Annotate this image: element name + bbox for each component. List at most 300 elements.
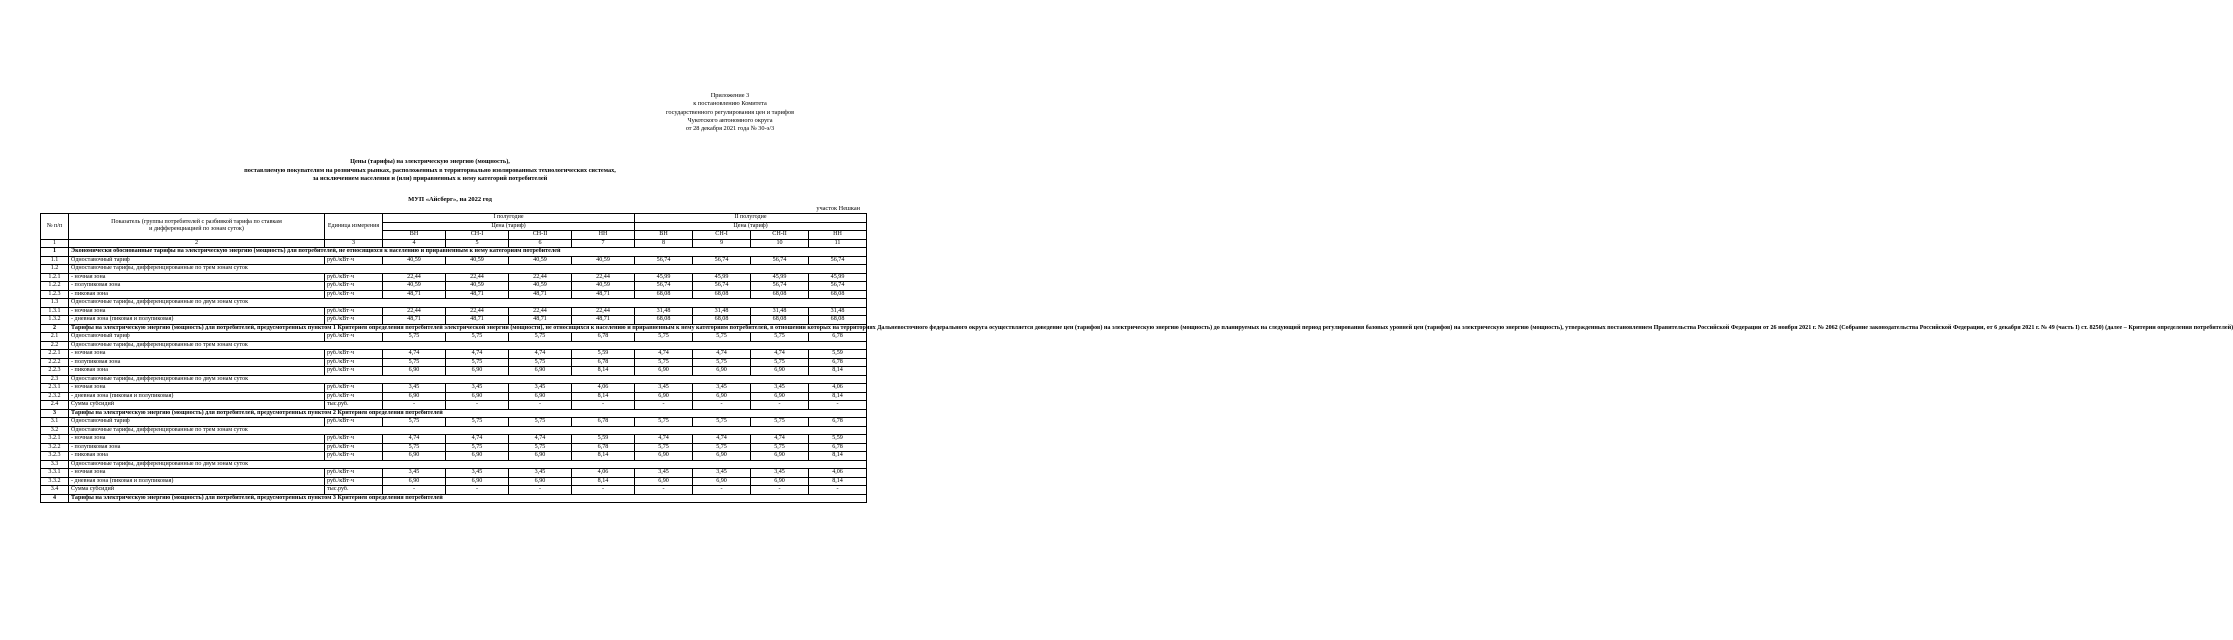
table-row	[41, 384, 867, 393]
tariff-value: 4,74	[751, 435, 809, 444]
tariff-value: 6,78	[572, 418, 635, 427]
tariff-value: 68,08	[693, 316, 751, 325]
tariff-value: 40,59	[383, 282, 446, 291]
subsection-title: Одноставочные тарифы, дифференцированные по трем зонам суток	[69, 341, 867, 350]
organization-name: МУП «Айсберг», на 2022 год	[408, 196, 492, 203]
tariff-value: 3,45	[383, 384, 446, 393]
title-line: за исключением населения и (или) приравненных к нему категорий потребителей	[312, 175, 548, 183]
tariff-value: 8,14	[809, 452, 867, 461]
tariff-value: -	[446, 401, 509, 410]
column-number: 6	[509, 239, 572, 248]
row-number: 1.2	[41, 265, 69, 274]
tariff-value: 3,45	[446, 384, 509, 393]
row-unit: руб./кВт·ч	[325, 477, 383, 486]
row-label: - ночная зона	[69, 435, 325, 444]
tariff-value: 22,44	[509, 273, 572, 282]
tariff-value: -	[509, 486, 572, 495]
tariff-value: 56,74	[635, 282, 693, 291]
row-label: - ночная зона	[69, 307, 325, 316]
table-row	[41, 452, 867, 461]
row-number: 2.2.1	[41, 350, 69, 359]
tariff-value: 40,59	[446, 282, 509, 291]
tariff-value: 48,71	[383, 290, 446, 299]
tariff-value: 5,75	[383, 333, 446, 342]
tariff-value: 6,78	[809, 333, 867, 342]
table-row	[41, 273, 867, 282]
tariff-value: 6,90	[635, 477, 693, 486]
table-row	[41, 341, 867, 350]
row-unit: руб./кВт·ч	[325, 273, 383, 282]
table-row	[41, 248, 867, 257]
tariff-value: 68,08	[635, 290, 693, 299]
tariff-value: 6,90	[509, 367, 572, 376]
row-number: 1.2.2	[41, 282, 69, 291]
tariff-value: 6,90	[693, 392, 751, 401]
row-number: 3	[41, 409, 69, 418]
table-row	[41, 350, 867, 359]
subsection-title: Одноставочные тарифы, дифференцированные по двум зонам суток	[69, 460, 867, 469]
tariff-value: 31,48	[635, 307, 693, 316]
tariff-value: 5,75	[383, 443, 446, 452]
tariff-value: 56,74	[751, 256, 809, 265]
tariff-value: 6,90	[751, 477, 809, 486]
tariff-value: 5,59	[809, 435, 867, 444]
header-level: ВН	[635, 231, 693, 240]
row-label: - полупиковая зона	[69, 443, 325, 452]
tariff-value: 56,74	[809, 282, 867, 291]
tariff-value: 22,44	[446, 273, 509, 282]
header-level: СН-I	[446, 231, 509, 240]
tariff-value: -	[383, 401, 446, 410]
column-number: 9	[693, 239, 751, 248]
table-row	[41, 486, 867, 495]
tariff-value: 4,06	[572, 384, 635, 393]
row-number: 3.3.1	[41, 469, 69, 478]
tariff-value: 68,08	[693, 290, 751, 299]
tariff-value: 56,74	[751, 282, 809, 291]
row-unit: руб./кВт·ч	[325, 307, 383, 316]
title-line: Цены (тарифы) на электрическую энергию (мощность),	[350, 158, 510, 165]
tariff-value: 45,99	[809, 273, 867, 282]
row-label: - полупиковая зона	[69, 282, 325, 291]
tariff-value: 4,06	[809, 384, 867, 393]
table-row	[41, 290, 867, 299]
row-number: 1	[41, 248, 69, 257]
tariff-value: -	[693, 486, 751, 495]
tariff-value: 68,08	[809, 316, 867, 325]
row-unit: руб./кВт·ч	[325, 350, 383, 359]
row-label: - пиковая зона	[69, 367, 325, 376]
tariff-value: 4,74	[383, 435, 446, 444]
title-line: поставляемую покупателям на розничных рынках, расположенных в территориально изолированных технологических системах,	[244, 166, 616, 174]
tariff-value: 4,74	[509, 435, 572, 444]
tariff-value: 5,75	[751, 418, 809, 427]
row-unit: руб./кВт·ч	[325, 316, 383, 325]
tariff-value: 6,90	[383, 477, 446, 486]
table-row	[41, 418, 867, 427]
row-number: 1.3.2	[41, 316, 69, 325]
column-number: 4	[383, 239, 446, 248]
tariff-value: 40,59	[509, 282, 572, 291]
tariff-value: 4,74	[446, 350, 509, 359]
table-row	[41, 426, 867, 435]
row-label: - полупиковая зона	[69, 358, 325, 367]
row-label: - дневная зона (пиковая и полупиковая)	[69, 392, 325, 401]
row-unit: руб./кВт·ч	[325, 392, 383, 401]
table-row	[41, 401, 867, 410]
document-title	[150, 158, 710, 184]
tariff-value: 5,75	[635, 418, 693, 427]
table-row	[41, 333, 867, 342]
tariff-value: 6,90	[635, 392, 693, 401]
row-number: 1.3.1	[41, 307, 69, 316]
appendix-line: Чукотского автономного округа	[687, 116, 773, 124]
appendix-line: к постановлению Комитета	[693, 100, 767, 108]
tariff-value: 3,45	[693, 469, 751, 478]
column-number: 1	[41, 239, 69, 248]
tariff-value: 6,90	[446, 367, 509, 376]
tariff-value: -	[635, 401, 693, 410]
tariff-value: 6,90	[635, 367, 693, 376]
tariff-value: 6,90	[635, 452, 693, 461]
tariff-value: 5,59	[809, 350, 867, 359]
tariff-value: -	[693, 401, 751, 410]
table-row	[41, 494, 867, 503]
row-unit: тыс.руб.	[325, 401, 383, 410]
header-price-1: Цена (тариф)	[383, 222, 635, 231]
tariff-value: 8,14	[809, 477, 867, 486]
row-number: 2.1	[41, 333, 69, 342]
tariff-value: 6,78	[809, 443, 867, 452]
tariff-value: 3,45	[751, 384, 809, 393]
row-number: 1.2.1	[41, 273, 69, 282]
tariff-value: 45,99	[751, 273, 809, 282]
tariff-value: 68,08	[635, 316, 693, 325]
header-num: № п/п	[41, 214, 69, 240]
tariff-value: 6,90	[446, 452, 509, 461]
header-indicator: Показатель (группы потребителей с разбивкой тарифа по ставкам и дифференциацией по зонам суток)	[69, 214, 325, 240]
header-level: СН-II	[751, 231, 809, 240]
tariff-value: 3,45	[693, 384, 751, 393]
tariff-value: 4,06	[809, 469, 867, 478]
table-row	[41, 324, 867, 333]
tariff-value: 5,75	[509, 358, 572, 367]
tariff-value: 6,78	[809, 418, 867, 427]
row-label: Одноставочный тариф	[69, 418, 325, 427]
row-number: 3.3.2	[41, 477, 69, 486]
tariff-value: 6,90	[509, 452, 572, 461]
tariff-value: 8,14	[809, 392, 867, 401]
tariff-value: 56,74	[693, 256, 751, 265]
tariff-value: 5,75	[693, 358, 751, 367]
row-label: - дневная зона (пиковая и полупиковая)	[69, 316, 325, 325]
row-number: 3.3	[41, 460, 69, 469]
header-half-1: I полугодие	[383, 214, 635, 223]
tariff-value: 40,59	[572, 282, 635, 291]
row-unit: руб./кВт·ч	[325, 256, 383, 265]
row-number: 2.3.2	[41, 392, 69, 401]
row-number: 3.2.1	[41, 435, 69, 444]
row-unit: тыс.руб.	[325, 486, 383, 495]
row-number: 4	[41, 494, 69, 503]
appendix-block	[600, 92, 860, 133]
column-number: 2	[69, 239, 325, 248]
tariff-value: 8,14	[809, 367, 867, 376]
tariff-value: 6,90	[751, 392, 809, 401]
row-label: - пиковая зона	[69, 452, 325, 461]
row-label: - пиковая зона	[69, 290, 325, 299]
row-number: 1.1	[41, 256, 69, 265]
tariff-value: 8,14	[572, 477, 635, 486]
tariff-value: 31,48	[693, 307, 751, 316]
tariff-value: 40,59	[446, 256, 509, 265]
row-label: Сумма субсидий	[69, 401, 325, 410]
column-number: 7	[572, 239, 635, 248]
row-unit: руб./кВт·ч	[325, 452, 383, 461]
tariff-value: 6,90	[446, 477, 509, 486]
subsection-title: Одноставочные тарифы, дифференцированные по двум зонам суток	[69, 299, 867, 308]
row-unit: руб./кВт·ч	[325, 290, 383, 299]
tariff-value: 5,75	[509, 333, 572, 342]
tariff-value: 56,74	[693, 282, 751, 291]
table-row	[41, 443, 867, 452]
header-price-2: Цена (тариф)	[635, 222, 867, 231]
tariff-value: 3,45	[635, 469, 693, 478]
tariff-value: 5,75	[693, 443, 751, 452]
tariff-value: 6,90	[751, 452, 809, 461]
tariff-value: 48,71	[446, 290, 509, 299]
table-row	[41, 358, 867, 367]
row-unit: руб./кВт·ч	[325, 443, 383, 452]
tariff-value: 8,14	[572, 452, 635, 461]
tariff-value: -	[635, 486, 693, 495]
tariff-value: 4,74	[693, 350, 751, 359]
tariff-value: 5,75	[693, 333, 751, 342]
row-unit: руб./кВт·ч	[325, 358, 383, 367]
tariff-value: -	[383, 486, 446, 495]
row-unit: руб./кВт·ч	[325, 367, 383, 376]
tariff-value: 5,75	[751, 358, 809, 367]
tariff-value: 5,75	[446, 333, 509, 342]
tariff-value: 48,71	[509, 290, 572, 299]
header-level: НН	[809, 231, 867, 240]
table-row	[41, 367, 867, 376]
tariff-value: 3,45	[509, 469, 572, 478]
tariff-value: 56,74	[809, 256, 867, 265]
tariff-value: 48,71	[446, 316, 509, 325]
header-level: НН	[572, 231, 635, 240]
tariff-value: 8,14	[572, 392, 635, 401]
tariff-value: 6,90	[693, 477, 751, 486]
tariff-value: 40,59	[383, 256, 446, 265]
tariff-value: 6,90	[509, 477, 572, 486]
appendix-line: от 28 декабря 2021 года № 30-э/3	[685, 125, 775, 133]
tariff-value: 5,59	[572, 350, 635, 359]
tariff-value: -	[572, 486, 635, 495]
tariff-value: 3,45	[446, 469, 509, 478]
table-row	[41, 409, 867, 418]
tariff-value: 6,78	[572, 443, 635, 452]
row-number: 2.3.1	[41, 384, 69, 393]
tariff-value: 31,48	[809, 307, 867, 316]
tariff-value: 5,75	[383, 418, 446, 427]
appendix-line: Приложение 3	[710, 92, 750, 99]
tariff-value: 48,71	[572, 290, 635, 299]
row-number: 3.1	[41, 418, 69, 427]
column-number: 5	[446, 239, 509, 248]
tariff-value: 5,75	[635, 443, 693, 452]
row-label: Сумма субсидий	[69, 486, 325, 495]
subsection-title: Одноставочные тарифы, дифференцированные по трем зонам суток	[69, 265, 867, 274]
tariff-value: 48,71	[509, 316, 572, 325]
tariff-value: 22,44	[383, 273, 446, 282]
tariff-value: -	[809, 486, 867, 495]
tariff-value: -	[446, 486, 509, 495]
row-number: 2	[41, 324, 69, 333]
row-number: 3.4	[41, 486, 69, 495]
tariff-value: 6,78	[572, 358, 635, 367]
header-level: СН-I	[693, 231, 751, 240]
subsection-title: Одноставочные тарифы, дифференцированные по двум зонам суток	[69, 375, 867, 384]
appendix-line: государственного регулирования цен и тарифов	[665, 108, 795, 116]
tariff-value: 5,75	[446, 358, 509, 367]
row-unit: руб./кВт·ч	[325, 418, 383, 427]
row-label: - ночная зона	[69, 350, 325, 359]
tariff-value: 4,74	[693, 435, 751, 444]
tariff-value: 3,45	[383, 469, 446, 478]
tariff-value: 48,71	[572, 316, 635, 325]
tariff-value: 68,08	[751, 316, 809, 325]
tariff-value: 22,44	[446, 307, 509, 316]
row-unit: руб./кВт·ч	[325, 384, 383, 393]
tariff-value: -	[809, 401, 867, 410]
tariff-value: 8,14	[572, 367, 635, 376]
table-row	[41, 392, 867, 401]
tariff-value: 5,75	[693, 418, 751, 427]
tariff-value: 4,74	[383, 350, 446, 359]
table-row	[41, 477, 867, 486]
tariff-value: 5,75	[635, 333, 693, 342]
tariff-value: 6,90	[509, 392, 572, 401]
tariff-value: 6,90	[383, 452, 446, 461]
row-label: - ночная зона	[69, 273, 325, 282]
row-unit: руб./кВт·ч	[325, 282, 383, 291]
tariff-value: 4,74	[509, 350, 572, 359]
section-title: Тарифы на электрическую энергию (мощность) для потребителей, предусмотренных пунктом 1 Критериев определения потребителей электрической энергии (мощности), не относящихся к населению и приравненным к нему категориям потребителей, в отношении которых на территориях Дальневосточного федерального округа осуществляется доведение цен (тарифов) на электрическую энергию (мощность) до планируемых на следующий период регулирования базовых уровней цен (тарифов) на электрическую энергию (мощность), утвержденных постановлением Правительства Российской Федерации от 26 ноября 2021 г. № 2062 (Собрание законодательства Российской Федерации, от 6 декабря 2021 г. № 49 (часть I) ст. 8250) (далее – Критерии определения потребителей)	[69, 324, 867, 333]
tariff-table	[40, 213, 2233, 503]
row-number: 2.3	[41, 375, 69, 384]
tariff-value: 6,90	[693, 367, 751, 376]
tariff-value: 48,71	[383, 316, 446, 325]
tariff-value: 5,75	[751, 443, 809, 452]
tariff-value: 6,90	[383, 367, 446, 376]
table-row	[41, 307, 867, 316]
row-number: 2.4	[41, 401, 69, 410]
tariff-value: 56,74	[635, 256, 693, 265]
tariff-value: 31,48	[751, 307, 809, 316]
tariff-value: 40,59	[572, 256, 635, 265]
row-label: - ночная зона	[69, 384, 325, 393]
row-unit: руб./кВт·ч	[325, 435, 383, 444]
table-row	[41, 282, 867, 291]
tariff-value: 6,78	[572, 333, 635, 342]
tariff-value: 6,90	[383, 392, 446, 401]
column-number: 3	[325, 239, 383, 248]
tariff-value: -	[751, 486, 809, 495]
table-row	[41, 299, 867, 308]
row-number: 3.2.3	[41, 452, 69, 461]
tariff-value: 5,75	[509, 418, 572, 427]
tariff-value: 4,74	[635, 350, 693, 359]
row-number: 1.2.3	[41, 290, 69, 299]
row-label: Одноставочный тариф	[69, 256, 325, 265]
tariff-value: 5,75	[635, 358, 693, 367]
table-row	[41, 265, 867, 274]
tariff-value: 6,78	[809, 358, 867, 367]
row-number: 3.2.2	[41, 443, 69, 452]
tariff-value: 3,45	[509, 384, 572, 393]
row-number: 3.2	[41, 426, 69, 435]
table-row	[41, 435, 867, 444]
tariff-value: 45,99	[635, 273, 693, 282]
tariff-value: 45,99	[693, 273, 751, 282]
table-row	[41, 316, 867, 325]
tariff-value: 22,44	[383, 307, 446, 316]
table-row	[41, 460, 867, 469]
tariff-value: -	[751, 401, 809, 410]
table-row	[41, 469, 867, 478]
tariff-value: 6,90	[751, 367, 809, 376]
tariff-value: 5,75	[509, 443, 572, 452]
tariff-value: -	[509, 401, 572, 410]
tariff-value: 5,59	[572, 435, 635, 444]
tariff-value: 22,44	[509, 307, 572, 316]
tariff-value: 3,45	[751, 469, 809, 478]
header-unit: Единица измерения	[325, 214, 383, 240]
header-half-2: II полугодие	[635, 214, 867, 223]
row-label: Одноставочный тариф	[69, 333, 325, 342]
tariff-value: 5,75	[751, 333, 809, 342]
table-row	[41, 375, 867, 384]
row-label: - дневная зона (пиковая и полупиковая)	[69, 477, 325, 486]
section-title: Тарифы на электрическую энергию (мощность) для потребителей, предусмотренных пунктом 3 Критериев определения потребителей	[69, 494, 867, 503]
tariff-value: 4,74	[751, 350, 809, 359]
column-number: 8	[635, 239, 693, 248]
header-level: СН-II	[509, 231, 572, 240]
area-name: участок Нешкан	[816, 205, 860, 212]
tariff-value: 4,06	[572, 469, 635, 478]
row-number: 2.2.3	[41, 367, 69, 376]
column-number: 11	[809, 239, 867, 248]
tariff-value: 4,74	[635, 435, 693, 444]
tariff-value: 6,90	[446, 392, 509, 401]
tariff-value: 22,44	[572, 273, 635, 282]
section-title: Экономически обоснованные тарифы на электрическую энергию (мощность) для потребителей, не относящихся к населению и приравненным к нему категориям потребителей	[69, 248, 867, 257]
row-number: 1.3	[41, 299, 69, 308]
tariff-value: 68,08	[809, 290, 867, 299]
tariff-value: 5,75	[446, 443, 509, 452]
tariff-value: 6,90	[693, 452, 751, 461]
row-number: 2.2	[41, 341, 69, 350]
tariff-value: -	[572, 401, 635, 410]
row-unit: руб./кВт·ч	[325, 333, 383, 342]
header-level: ВН	[383, 231, 446, 240]
tariff-value: 3,45	[635, 384, 693, 393]
row-label: - ночная зона	[69, 469, 325, 478]
row-unit: руб./кВт·ч	[325, 469, 383, 478]
section-title: Тарифы на электрическую энергию (мощность) для потребителей, предусмотренных пунктом 2 Критериев определения потребителей	[69, 409, 867, 418]
tariff-value: 40,59	[509, 256, 572, 265]
